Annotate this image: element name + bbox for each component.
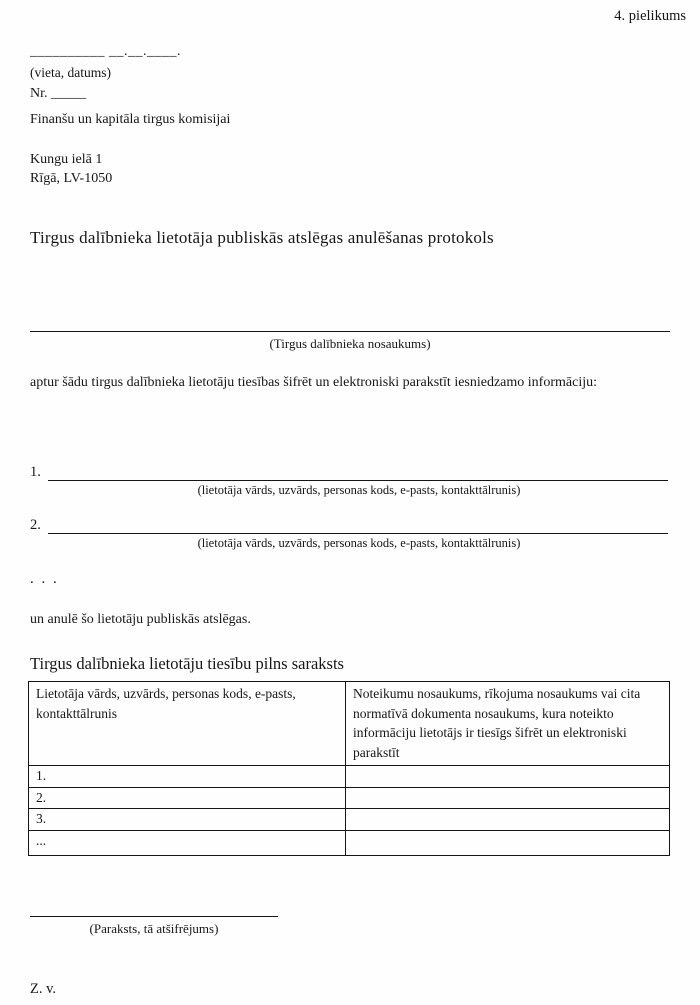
place-date-caption: (vieta, datums) — [30, 65, 111, 80]
address-line-1: Kungu ielā 1 — [30, 152, 103, 167]
table-row-ellipsis — [29, 830, 670, 855]
intro-paragraph: aptur šādu tirgus dalībnieka lietotāju tiesības šifrēt un elektroniski parakstīt iesniedzamo informāciju: — [30, 375, 597, 390]
user-item-1 — [30, 463, 668, 498]
annex-label: 4. pielikums — [614, 8, 686, 24]
document-number-row — [30, 86, 86, 102]
ellipsis-marker: . . . — [30, 571, 59, 587]
document-title: Tirgus dalībnieka lietotāja publiskās atslēgas anulēšanas protokols — [30, 228, 494, 247]
user-item-2 — [30, 516, 668, 551]
table-row-1 — [29, 766, 670, 788]
place-date-blank: __________ __.__.____. — [30, 44, 181, 59]
rights-table — [28, 681, 670, 856]
number-blank: _____ — [51, 86, 86, 101]
number-label: Nr. — [30, 86, 48, 101]
seal-mark: Z. v. — [30, 981, 57, 997]
item-2-caption: (lietotāja vārds, uzvārds, personas kods, e-pasts, kontakttālrunis) — [197, 536, 521, 550]
row-3-number-cell: 3. — [29, 809, 346, 831]
row-2-value-cell — [346, 787, 670, 809]
item-2-blank-rule — [48, 516, 668, 534]
row-1-number-cell: 1. — [29, 766, 346, 788]
signature-rule — [30, 916, 278, 917]
row-3-value-cell — [346, 809, 670, 831]
item-1-number: 1. — [30, 464, 41, 480]
participant-name-caption: (Tirgus dalībnieka nosaukums) — [269, 336, 431, 351]
item-1-caption: (lietotāja vārds, uzvārds, personas kods, e-pasts, kontakttālrunis) — [197, 483, 521, 497]
item-1-blank-rule — [48, 463, 668, 481]
header-cell-document: Noteikumu nosaukums, rīkojuma nosaukums vai cita normatīvā dokumenta nosaukums, kura noteikto informāciju lietotājs ir tiesīgs šifrēt un elektroniski parakstīt — [346, 682, 670, 766]
row-2-number-cell: 2. — [29, 787, 346, 809]
table-row-3 — [29, 809, 670, 831]
revocation-statement: un anulē šo lietotāju publiskās atslēgas. — [30, 612, 251, 627]
address-line-2: Rīgā, LV-1050 — [30, 171, 113, 186]
row-1-value-cell — [346, 766, 670, 788]
recipient-line: Finanšu un kapitāla tirgus komisijai — [30, 112, 231, 127]
table-row-2 — [29, 787, 670, 809]
participant-name-rule — [30, 331, 670, 332]
rights-table-heading: Tirgus dalībnieka lietotāju tiesību pilns saraksts — [30, 654, 344, 673]
signature-caption: (Paraksts, tā atšifrējums) — [89, 921, 219, 936]
row-4-number-cell: ... — [29, 830, 346, 855]
row-4-value-cell — [346, 830, 670, 855]
table-header-row — [29, 682, 670, 766]
header-cell-user: Lietotāja vārds, uzvārds, personas kods, e-pasts, kontakttālrunis — [29, 682, 346, 766]
item-2-number: 2. — [30, 517, 41, 533]
